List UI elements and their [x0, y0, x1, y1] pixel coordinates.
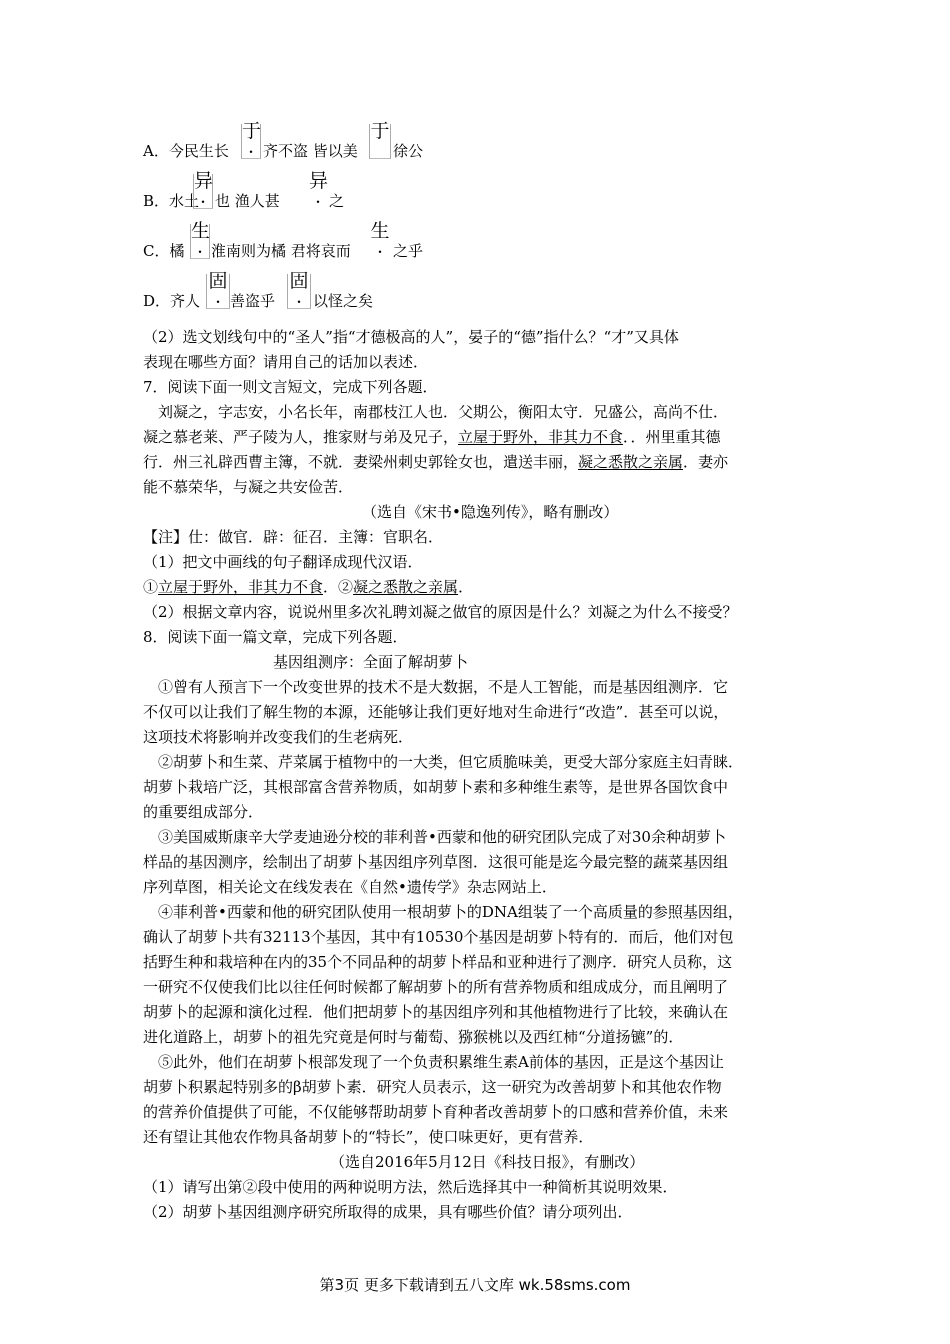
article-line: ②胡萝卜和生菜、芹菜属于植物中的一大类，但它质脆味美，更受大部分家庭主妇青睐．	[158, 753, 744, 771]
article-line: 胡萝卜栽培广泛，其根部富含营养物质，如胡萝卜素和多种维生素等，是世界各国饮食中	[143, 778, 729, 796]
article-line: ①曾有人预言下一个改变世界的技术不是大数据，不是人工智能，而是基因组测序．它	[158, 678, 729, 696]
article-line: 样品的基因测序，绘制出了胡萝卜基因组序列草图．这很可能是迄今最完整的蔬菜基因组	[143, 853, 729, 871]
question-8-title: 8．阅读下面一篇文章，完成下列各题．	[143, 628, 408, 646]
source-citation: （选自《宋书•隐逸列传》，略有删改）	[362, 503, 619, 521]
question-7-2: （2）根据文章内容，说说州里多次礼聘刘凝之做官的原因是什么？刘凝之为什么不接受？	[143, 603, 738, 621]
blank-box: 固 .	[287, 274, 311, 309]
article-line: 括野生种和栽培种在内的35个不同品种的胡萝卜样品和亚种进行了测序．研究人员称，这	[143, 953, 733, 971]
passage-line: 行．州三礼辟西曹主簿，不就．妻梁州刺史郭铨女也，遣送丰丽，凝之悉散之亲属．妻亦	[143, 453, 729, 471]
article-line: 序列草图，相关论文在线发表在《自然•遗传学》杂志网站上．	[143, 878, 557, 896]
option-c-label: C．橘	[143, 242, 185, 260]
article-line: 还有望让其他农作物具备胡萝卜的“特长”，使口味更好，更有营养．	[143, 1128, 594, 1146]
article-line: 确认了胡萝卜共有32113个基因，其中有10530个基因是胡萝卜特有的．而后，他们对包	[143, 928, 734, 946]
blank-box: 异 .	[194, 170, 214, 207]
question-8-2: （2）胡萝卜基因组测序研究所取得的成果，具有哪些价值？请分项列出．	[143, 1203, 633, 1221]
article-line: ⑤此外，他们在胡萝卜根部发现了一个负责积累维生素A前体的基因，正是这个基因让	[158, 1053, 724, 1071]
annotation-note: 【注】仕：做官．辟：征召．主簿：官职名．	[143, 528, 444, 546]
article-title: 基因组测序：全面了解胡萝卜	[273, 653, 469, 671]
blank-box: 固 .	[206, 274, 230, 309]
option-a-label: A．今民生长	[143, 142, 229, 160]
article-line: 胡萝卜积累起特别多的β胡萝卜素．研究人员表示，这一研究为改善胡萝卜和其他农作物	[143, 1078, 722, 1096]
article-line: 的营养价值提供了可能，不仅能够帮助胡萝卜育种者改善胡萝卜的口感和营养价值，未来	[143, 1103, 729, 1121]
blank-box: 于 .	[242, 120, 262, 157]
passage-line: 凝之慕老莱、严子陵为人，推家财与弟及兄子，立屋于野外，非其力不食．．州里重其德	[143, 428, 721, 446]
question-8-1: （1）请写出第②段中使用的两种说明方法，然后选择其中一种简析其说明效果．	[143, 1178, 678, 1196]
article-line: ④菲利普•西蒙和他的研究团队使用一根胡萝卜的DNA组装了一个高质量的参照基因组，	[158, 903, 743, 921]
blank-box: 生 .	[191, 220, 211, 257]
option-d-label: D．齐人	[143, 292, 201, 310]
question-7-title: 7．阅读下面一则文言短文，完成下列各题．	[143, 378, 438, 396]
article-line: 进化道路上，胡萝卜的祖先究竟是何时与葡萄、猕猴桃以及西红柿“分道扬镳”的．	[143, 1028, 684, 1046]
passage-line: 刘凝之，字志安，小名长年，南郡枝江人也．父期公，衡阳太守．兄盛公，高尚不仕．	[158, 403, 729, 421]
article-line: 一研究不仅使我们比以往任何时候都了解胡萝卜的所有营养物质和组成成分，而且阐明了	[143, 978, 729, 996]
question-7-1: （1）把文中画线的句子翻译成现代汉语．	[143, 553, 423, 571]
question-7-1-sentences: ①立屋于野外，非其力不食．②凝之悉散之亲属．	[143, 578, 474, 596]
source-citation: （选自2016年5月12日《科技日报》，有删改）	[330, 1153, 645, 1171]
article-line: 这项技术将影响并改变我们的生老病死．	[143, 728, 414, 746]
article-line: 胡萝卜的起源和演化过程．他们把胡萝卜的基因组序列和其他植物进行了比较，来确认在	[143, 1003, 729, 1021]
underlined-sentence-2: 凝之悉散之亲属	[578, 453, 684, 471]
article-line: ③美国威斯康辛大学麦迪逊分校的菲利普•西蒙和他的研究团队完成了对30余种胡萝卜	[158, 828, 726, 846]
question-6-2-line2: 表现在哪些方面？请用自己的话加以表述．	[143, 353, 429, 371]
option-b-label: B．水土	[143, 192, 200, 210]
underlined-sentence-1: 立屋于野外，非其力不食	[458, 428, 624, 446]
passage-line: 能不慕荣华，与凝之共安俭苦．	[143, 478, 354, 496]
blank-box: 于	[369, 124, 391, 159]
blank-box: 生 .	[370, 220, 390, 257]
blank-box: 异 .	[309, 170, 329, 207]
article-line: 不仅可以让我们了解生物的本源，还能够让我们更好地对生命进行“改造”．甚至可以说，	[143, 703, 729, 721]
document-page: A．今民生长 于 . 齐不盗 皆以美 于 徐公 B．水土 异 . 也 渔人甚 异 . 之 C．橘 生 . 淮南则为橘 君将哀而 生 . 之乎 D．齐人 固 . 善盗乎 固 . 以怪之矣 （2）选文划线句中的“圣人”指“才德极高的人”，晏子的“德”指什么？“才”又具体 表现在哪些方面？请用自己的话加以表述． 7．阅读下面一则文言短文，完成下列各题． 刘凝之，字志安，小名长年，南郡枝江人也．父期公，衡阳太守．兄盛公，高尚不仕． 凝之慕老莱、严子陵为人，推家财与弟及兄子，立屋于野外，非其力不食．．州里重其德 行．州三礼辟西曹主簿，不就．妻梁州刺史郭铨女也，遣送丰丽，凝之悉散之亲属．妻亦 能不慕荣华，与凝之共安俭苦． （选自《宋书•隐逸列传》，略有删改） 【注】仕：做官．辟：征召．主簿：官职名． （1）把文中画线的句子翻译成现代汉语． ①立屋于野外，非其力不食．②凝之悉散之亲属． （2）根据文章内容，说说州里多次礼聘刘凝之做官的原因是什么？刘凝之为什么不接受？ 8．阅读下面一篇文章，完成下列各题． 基因组测序：全面了解胡萝卜 ①曾有人预言下一个改变世界的技术不是大数据，不是人工智能，而是基因组测序．它 不仅可以让我们了解生物的本源，还能够让我们更好地对生命进行“改造”．甚至可以说， 这项技术将影响并改变我们的生老病死． ②胡萝卜和生菜、芹菜属于植物中的一大类，但它质脆味美，更受大部分家庭主妇青睐． 胡萝卜栽培广泛，其根部富含营养物质，如胡萝卜素和多种维生素等，是世界各国饮食中 的重要组成部分． ③美国威斯康辛大学麦迪逊分校的菲利普•西蒙和他的研究团队完成了对30余种胡萝卜 样品的基因测序，绘制出了胡萝卜基因组序列草图．这很可能是迄今最完整的蔬菜基因组 序列草图，相关论文在线发表在《自然•遗传学》杂志网站上． ④菲利普•西蒙和他的研究团队使用一根胡萝卜的DNA组装了一个高质量的参照基因组， 确认了胡萝卜共有32113个基因，其中有10530个基因是胡萝卜特有的．而后，他们对包 括野生种和栽培种在内的35个不同品种的胡萝卜样品和亚种进行了测序．研究人员称，这 一研究不仅使我们比以往任何时候都了解胡萝卜的所有营养物质和组成成分，而且阐明了 胡萝卜的起源和演化过程．他们把胡萝卜的基因组序列和其他植物进行了比较，来确认在 进化道路上，胡萝卜的祖先究竟是何时与葡萄、猕猴桃以及西红柿“分道扬镳”的． ⑤此外，他们在胡萝卜根部发现了一个负责积累维生素A前体的基因，正是这个基因让 胡萝卜积累起特别多的β胡萝卜素．研究人员表示，这一研究为改善胡萝卜和其他农作物 的营养价值提供了可能，不仅能够帮助胡萝卜育种者改善胡萝卜的口感和营养价值，未来 还有望让其他农作物具备胡萝卜的“特长”，使口味更好，更有营养． （选自2016年5月12日《科技日报》，有删改） （1）请写出第②段中使用的两种说明方法，然后选择其中一种简析其说明效果． （2）胡萝卜基因组测序研究所取得的成果，具有哪些价值？请分项列出． 第3页 更多下载请到五八文库 wk.58sms.com	[0, 0, 950, 1344]
article-line: 的重要组成部分．	[143, 803, 264, 821]
question-6-2-line1: （2）选文划线句中的“圣人”指“才德极高的人”，晏子的“德”指什么？“才”又具体	[143, 328, 679, 346]
page-footer: 第3页 更多下载请到五八文库 wk.58sms.com	[319, 1276, 631, 1294]
